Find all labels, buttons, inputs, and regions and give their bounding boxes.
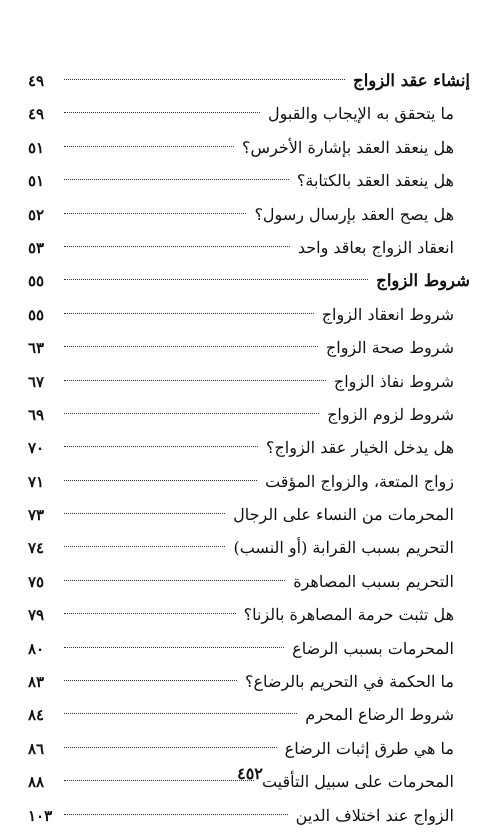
toc-entry-title: المحرمات على سبيل التأقيت: [261, 772, 454, 792]
toc-heading: [28, 64, 470, 97]
dot-leader: [64, 580, 285, 581]
toc-page-number: ٨٦: [28, 739, 45, 758]
toc-page-number: ٨٣: [28, 673, 45, 692]
toc-page-number: ٥٥: [28, 305, 45, 324]
toc-entry-title: هل تثبت حرمة المصاهرة بالزنا؟: [243, 605, 454, 625]
toc-entry: [28, 331, 470, 364]
dot-leader: [64, 112, 260, 113]
toc-page-number: ٨٨: [28, 773, 45, 792]
toc-entry-title: شروط انعقاد الزواج: [321, 304, 454, 324]
toc-page-number: ٤٩: [28, 105, 45, 124]
toc-entry-title: زواج المتعة، والزواج المؤقت: [265, 471, 454, 491]
toc-entry: [28, 598, 470, 631]
toc-entry-title: شروط الزواج: [376, 271, 470, 291]
toc-entry: [28, 298, 470, 331]
toc-entry: [28, 498, 470, 531]
toc-page-number: ١٠٣: [28, 806, 53, 825]
toc-page-number: ٤٩: [28, 72, 45, 90]
toc-entry: [28, 632, 470, 665]
dot-leader: [64, 747, 277, 748]
toc-page-number: ٨٤: [28, 706, 45, 725]
toc-page-number: ٥٥: [28, 272, 45, 291]
dot-leader: [64, 246, 290, 247]
toc-entry: [28, 431, 470, 464]
toc-page-number: ٧٩: [28, 606, 45, 625]
toc-entry: [28, 531, 470, 564]
toc-entry: [28, 97, 470, 130]
toc-entry: [28, 665, 470, 698]
toc-entry-title: هل يصح العقد بإرسال رسول؟: [254, 204, 454, 224]
toc-page-number: ٥١: [28, 138, 45, 157]
dot-leader: [64, 380, 326, 381]
page-folio-number: ٤٥٢: [237, 764, 263, 783]
dot-leader: [64, 480, 257, 481]
dot-leader: [64, 647, 284, 648]
dot-leader: [64, 613, 236, 614]
toc-entry: [28, 799, 470, 832]
dot-leader: [64, 213, 246, 214]
toc-page-number: ٥١: [28, 172, 45, 191]
toc-entry-title: الزواج عند اختلاف الدين: [295, 805, 454, 825]
table-of-contents: [28, 64, 470, 832]
toc-entry: [28, 698, 470, 731]
toc-entry-title: شروط الرضاع المحرم: [305, 705, 454, 725]
dot-leader: [64, 79, 345, 80]
toc-page-number: ٧٤: [28, 539, 45, 558]
toc-entry: [28, 164, 470, 197]
toc-entry-title: التحريم بسبب القرابة (أو النسب): [233, 538, 454, 558]
toc-entry-title: هل ينعقد العقد بالكتابة؟: [296, 171, 454, 191]
dot-leader: [64, 513, 225, 514]
toc-page-number: ٨٠: [28, 639, 45, 658]
dot-leader: [64, 346, 318, 347]
toc-page-number: ٧١: [28, 472, 45, 491]
toc-entry-title: ما هي طرق إثبات الرضاع: [284, 738, 454, 758]
toc-entry: [28, 231, 470, 264]
toc-entry-title: شروط لزوم الزواج: [327, 404, 454, 424]
toc-page-number: ٥٣: [28, 238, 45, 257]
toc-page-number: ٦٧: [28, 372, 45, 391]
toc-entry-title: هل ينعقد العقد بإشارة الأخرس؟: [242, 137, 454, 157]
toc-entry-title: إنشاء عقد الزواج: [353, 71, 470, 90]
dot-leader: [64, 680, 237, 681]
toc-entry: [28, 198, 470, 231]
toc-entry: [28, 565, 470, 598]
toc-entry: [28, 365, 470, 398]
toc-entry-title: المحرمات من النساء على الرجال: [233, 505, 454, 525]
dot-leader: [64, 814, 288, 815]
toc-entry-title: انعقاد الزواج بعاقد واحد: [297, 237, 454, 257]
toc-page-number: ٦٣: [28, 339, 45, 358]
toc-page-number: ٥٢: [28, 205, 45, 224]
dot-leader: [64, 279, 368, 280]
toc-entry-title: شروط صحة الزواج: [325, 338, 454, 358]
toc-entry: [28, 732, 470, 765]
toc-entry-title: المحرمات بسبب الرضاع: [292, 638, 454, 658]
toc-entry-title: ما يتحقق به الإيجاب والقبول: [267, 104, 454, 124]
dot-leader: [64, 313, 314, 314]
toc-page-number: ٧٠: [28, 439, 45, 458]
toc-entry-title: التحريم بسبب المصاهرة: [293, 571, 454, 591]
toc-entry-title: هل يدخل الخيار عقد الزواج؟: [265, 438, 454, 458]
toc-entry: [28, 398, 470, 431]
toc-heading: [28, 264, 470, 297]
toc-page-number: ٦٩: [28, 405, 45, 424]
dot-leader: [64, 146, 234, 147]
toc-entry-title: شروط نفاذ الزواج: [333, 371, 454, 391]
toc-entry-title: ما الحكمة في التحريم بالرضاع؟: [244, 672, 454, 692]
toc-entry: [28, 131, 470, 164]
dot-leader: [64, 179, 289, 180]
dot-leader: [64, 413, 319, 414]
toc-page-number: ٧٥: [28, 572, 45, 591]
dot-leader: [64, 713, 297, 714]
toc-page-number: ٧٣: [28, 506, 45, 525]
toc-entry: [28, 465, 470, 498]
dot-leader: [64, 446, 258, 447]
dot-leader: [64, 546, 225, 547]
